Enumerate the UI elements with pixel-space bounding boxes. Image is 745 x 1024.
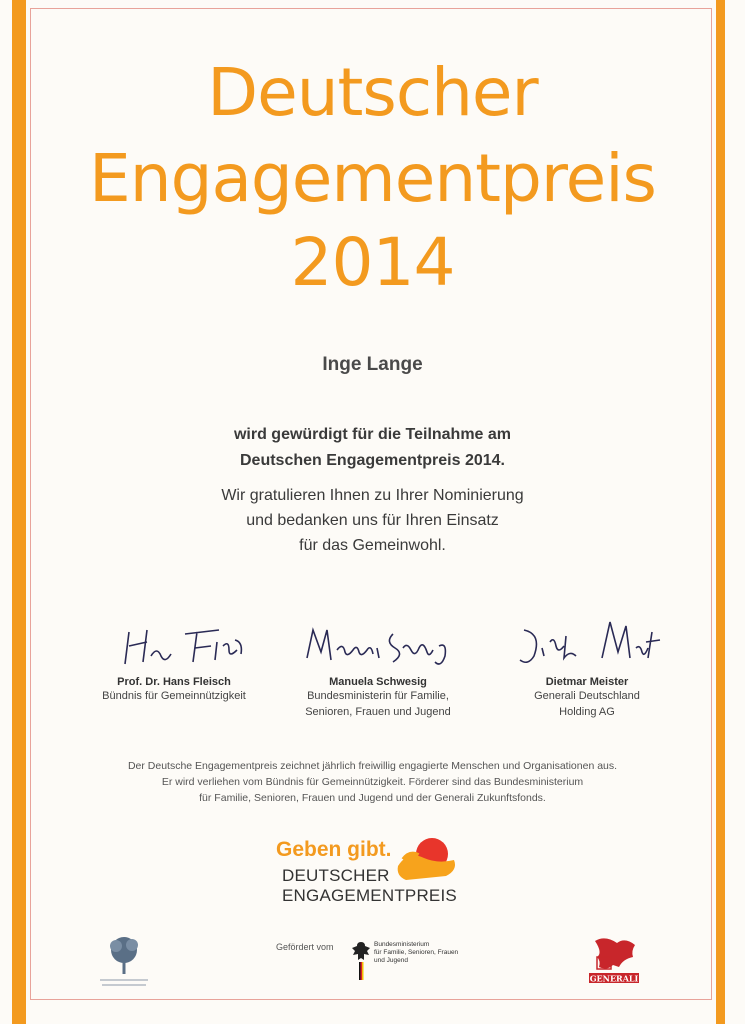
- ministry-name-line: und Jugend: [374, 957, 408, 964]
- signature-fleisch-icon: [89, 612, 259, 674]
- honor-line-2: Deutschen Engagementpreis 2014.: [240, 452, 505, 469]
- signatory-name: Dietmar Meister: [545, 676, 629, 688]
- signatory-role: Senioren, Frauen und Jugend: [305, 706, 451, 718]
- signature-meister-icon: [502, 612, 672, 674]
- footer-description: [60, 758, 685, 806]
- ministry-name: [374, 941, 458, 965]
- signatory-fleisch: [74, 612, 274, 704]
- logo-wordmark-line: DEUTSCHER: [282, 866, 390, 885]
- logo-wordmark: [282, 866, 457, 906]
- svg-text:GENERALI: GENERALI: [589, 973, 639, 984]
- ministry-name-line: für Familie, Senioren, Frauen: [374, 949, 459, 956]
- generali-lion-logo-icon: [585, 935, 643, 985]
- logo-wordmark-line: ENGAGEMENTPREIS: [282, 886, 457, 905]
- signatory-role: Holding AG: [559, 706, 615, 718]
- recipient-name: Inge Lange: [322, 354, 423, 375]
- federal-eagle-icon: [350, 938, 372, 982]
- ministry-name-line: Bundesministerium: [374, 941, 430, 948]
- title-year: 2014: [290, 224, 455, 301]
- footer-line: Er wird verliehen vom Bündnis für Gemeinnützigkeit. Förderer sind das Bundesministerium: [161, 776, 584, 788]
- signatory-role: Bündnis für Gemeinnützigkeit: [102, 690, 246, 702]
- footer-line: Der Deutsche Engagementpreis zeichnet jährlich freiwillig engagierte Menschen und Organisationen aus.: [127, 760, 618, 772]
- congrats-line-2: und bedanken uns für Ihren Einsatz: [246, 512, 499, 529]
- congrats-line-3: für das Gemeinwohl.: [299, 537, 446, 554]
- title-line-2: Engagementpreis: [89, 140, 656, 217]
- signatory-name: Prof. Dr. Hans Fleisch: [117, 676, 231, 688]
- sponsor-label: Gefördert vom: [276, 942, 334, 952]
- signature-schwesig-icon: [293, 612, 463, 674]
- footer-line: für Familie, Senioren, Frauen und Jugend und der Generali Zukunftsfonds.: [199, 792, 546, 804]
- signatory-role: Generali Deutschland: [534, 690, 640, 702]
- signatory-schwesig: [278, 612, 478, 720]
- signatory-role: Bundesministerin für Familie,: [307, 690, 449, 702]
- congrats-line-1: Wir gratulieren Ihnen zu Ihrer Nominierung: [221, 487, 524, 504]
- honor-line-1: wird gewürdigt für die Teilnahme am: [233, 426, 512, 443]
- signatory-name: Manuela Schwesig: [329, 676, 427, 688]
- engagementpreis-logo: [276, 836, 486, 916]
- orange-border-right: [716, 0, 725, 1024]
- title-line-1: Deutscher: [207, 54, 538, 131]
- orange-border-left: [12, 0, 26, 1024]
- signatory-meister: [487, 612, 687, 720]
- logo-slogan: Geben gibt.: [276, 838, 392, 861]
- buendnis-tree-logo-icon: [94, 932, 154, 990]
- bmfsfj-logo: [350, 938, 490, 982]
